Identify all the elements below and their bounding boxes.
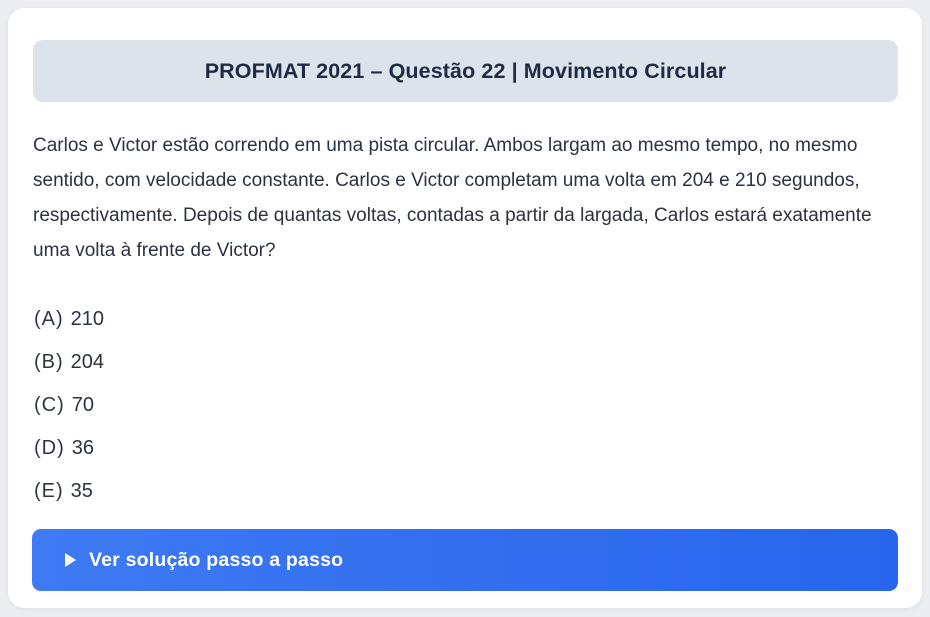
option-e-letter: (E) bbox=[34, 480, 64, 502]
option-c-letter: (C) bbox=[34, 394, 65, 416]
question-text: Carlos e Victor estão correndo em uma pista circular. Ambos largam ao mesmo tempo, no mesmo sentido, com velocidade constante. Carlos e Victor completam uma volta em 204 e 210 segundos, respectivamente. Depois de quantas voltas, contadas a partir da largada, Carlos estará exatamente uma volta à frente de Victor? bbox=[33, 135, 872, 261]
option-b-value: 204 bbox=[70, 351, 105, 373]
options-list bbox=[34, 308, 897, 501]
page-title: PROFMAT 2021 – Questão 22 | Movimento Circular bbox=[204, 58, 727, 83]
option-b bbox=[34, 351, 897, 372]
view-solution-button[interactable] bbox=[32, 529, 898, 591]
option-a-letter: (A) bbox=[34, 308, 64, 330]
play-icon bbox=[65, 553, 76, 567]
question-card bbox=[8, 8, 922, 608]
option-d-value: 36 bbox=[71, 437, 95, 459]
option-d-letter: (D) bbox=[34, 437, 65, 459]
option-a bbox=[34, 308, 897, 329]
option-c bbox=[34, 394, 897, 415]
option-a-value: 210 bbox=[70, 308, 105, 330]
option-e bbox=[34, 480, 897, 501]
option-c-value: 70 bbox=[71, 394, 95, 416]
option-e-value: 35 bbox=[70, 480, 93, 502]
option-d bbox=[34, 437, 897, 458]
question-header-band bbox=[33, 40, 898, 102]
option-b-letter: (B) bbox=[34, 351, 64, 373]
view-solution-label: Ver solução passo a passo bbox=[89, 548, 344, 571]
